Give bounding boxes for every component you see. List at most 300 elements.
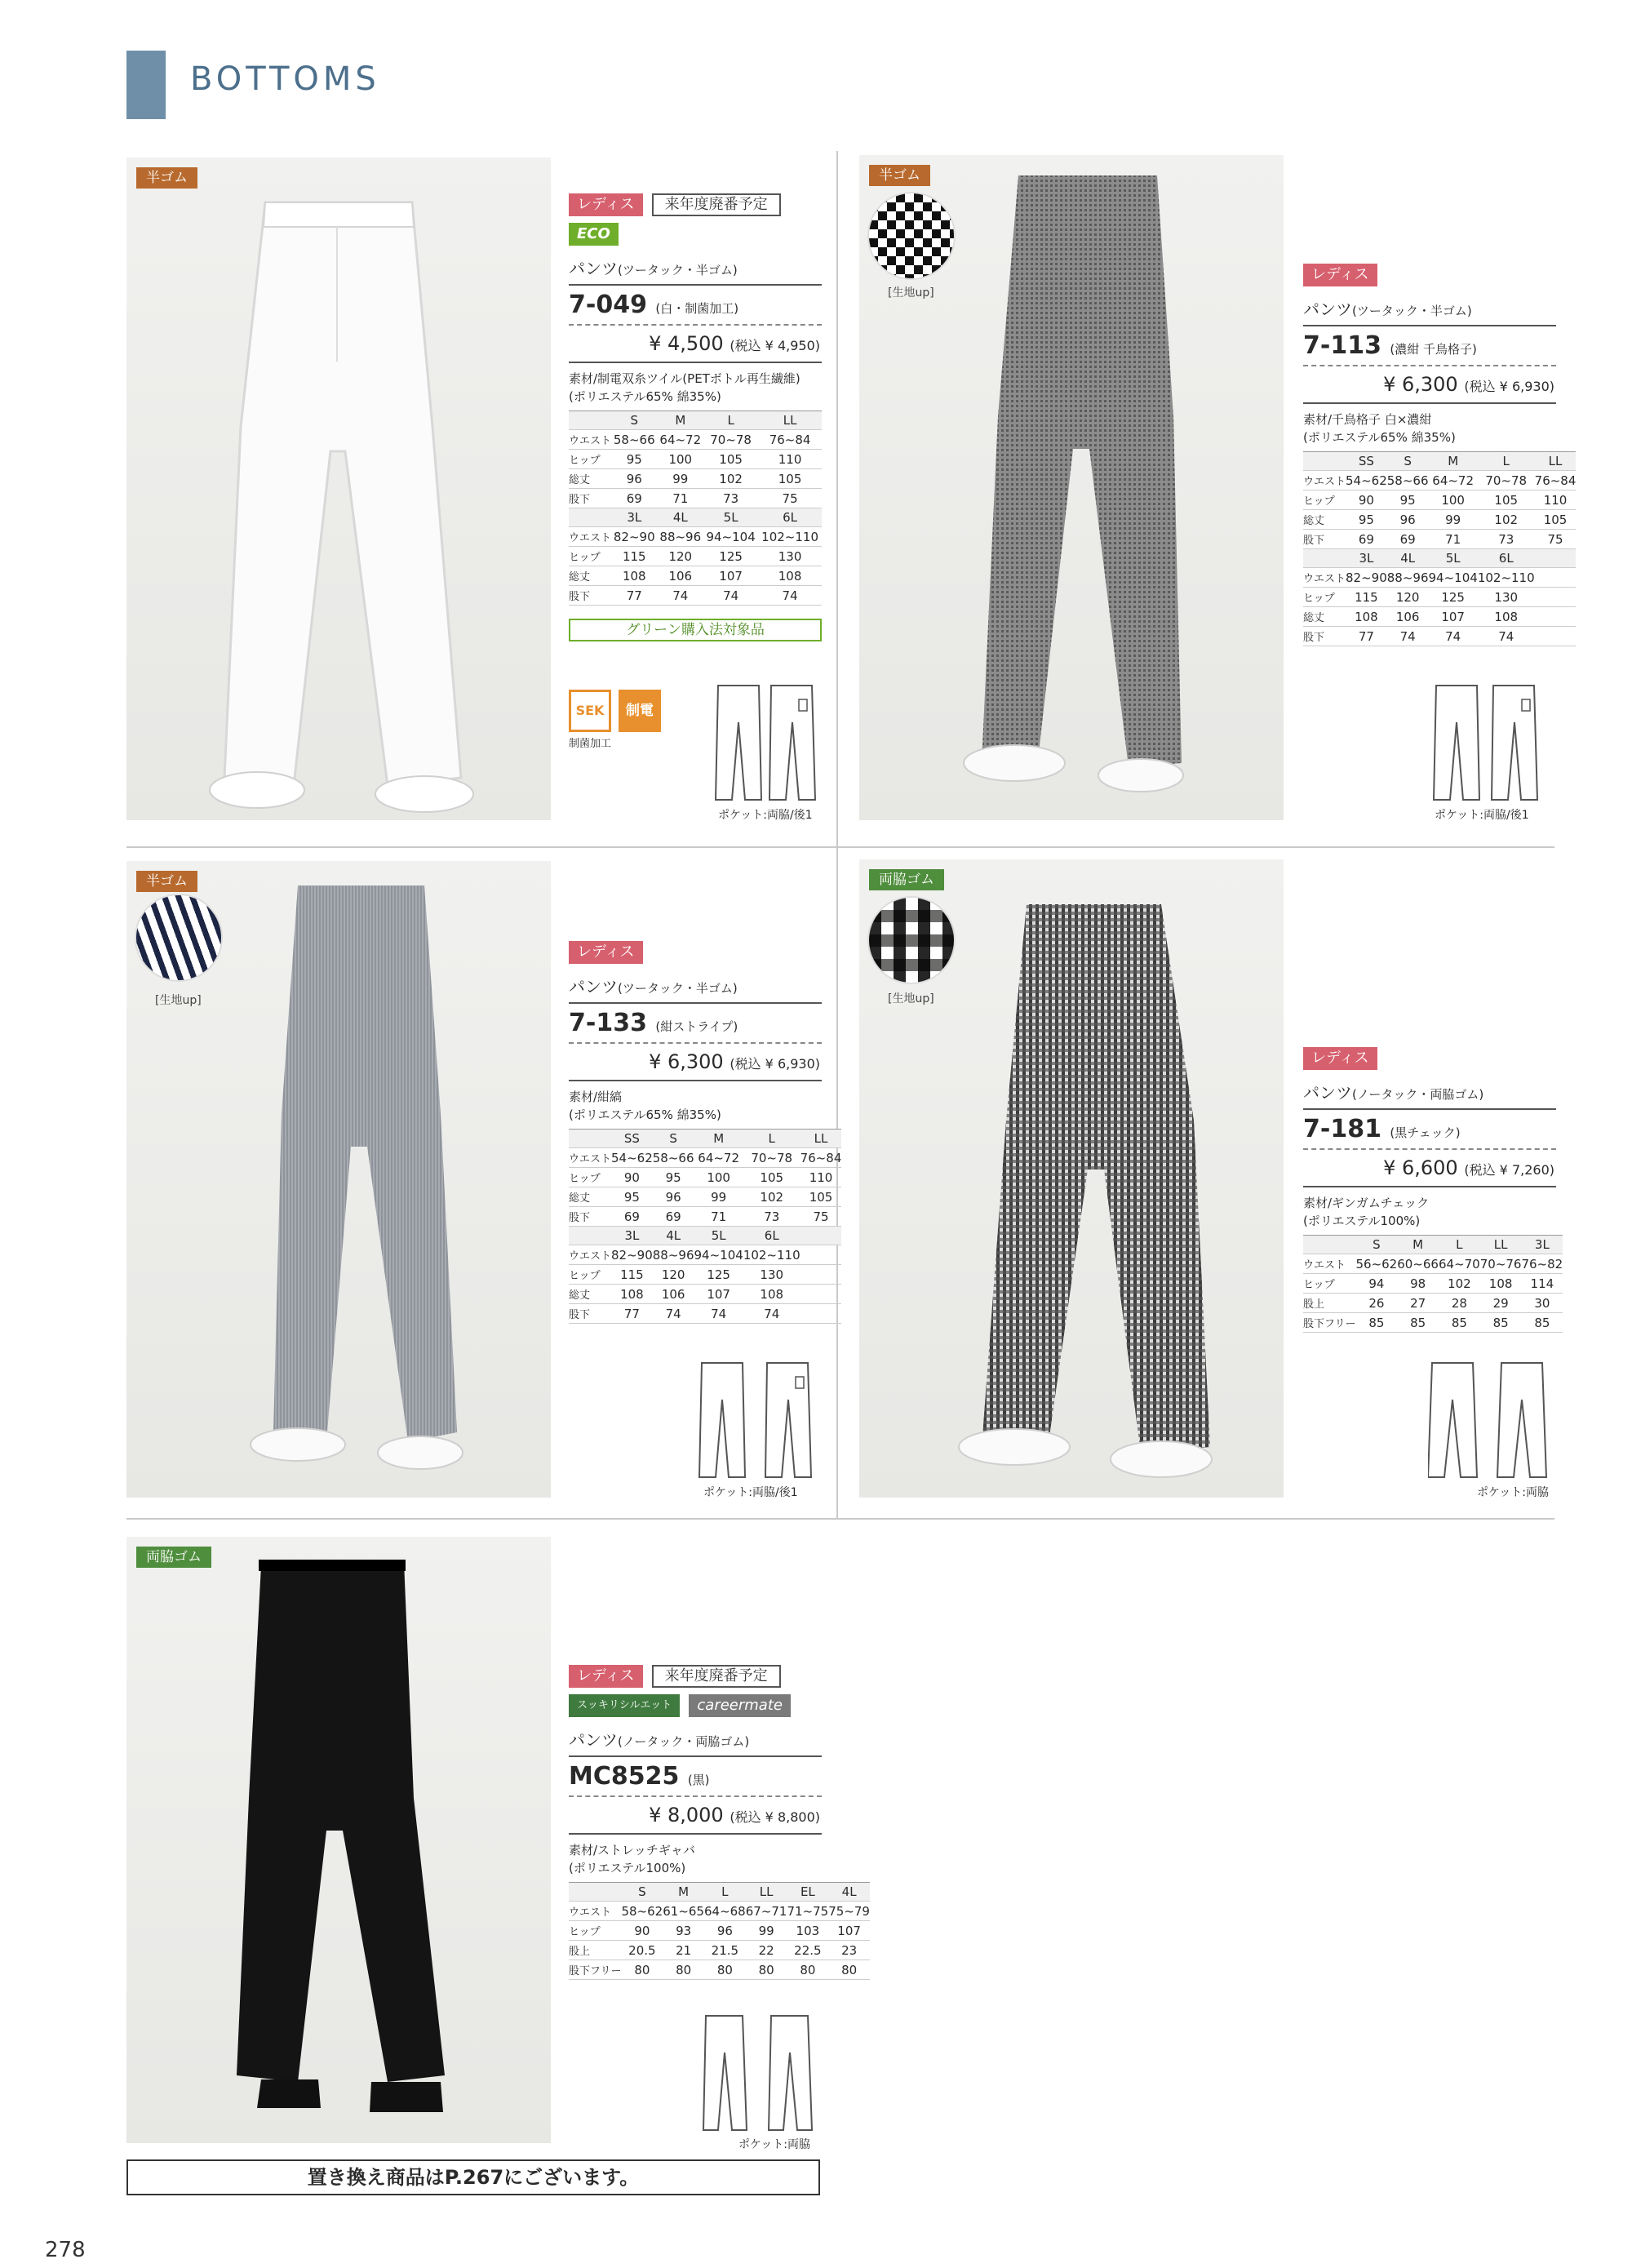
size-cell: 99 [694,1187,743,1207]
size-row [1303,490,1576,510]
size-cell: 80 [787,1960,828,1980]
size-row [1303,471,1576,490]
size-cell: 90 [1346,490,1387,510]
size-header-cell [569,1227,611,1245]
product-price: ¥ 4,500 [649,332,724,355]
size-header-row [1303,452,1576,471]
material-composition: (ポリエステル100%) [1303,1214,1421,1228]
size-cell: 103 [787,1921,828,1941]
size-cell: 94 [1355,1274,1397,1294]
size-cell: ヒップ [569,547,611,566]
size-cell: 102 [703,469,758,489]
product-code: 7-133 [569,1009,647,1037]
size-row [569,1168,841,1187]
size-header-cell [569,1883,621,1902]
product-code-note: (黒) [687,1773,710,1787]
size-cell: 105 [1478,490,1535,510]
ladies-badge: レディス [1303,1047,1377,1070]
product-price: ¥ 8,000 [649,1804,724,1826]
size-cell: 100 [694,1168,743,1187]
size-header-cell [569,411,611,430]
product-name-note: (ノータック・両脇ゴム) [1352,1087,1484,1102]
size-cell: 85 [1397,1313,1439,1333]
size-header-cell: S [611,411,658,430]
size-header-cell: LL [746,1883,787,1902]
product-name: パンツ [569,1730,618,1750]
size-header-cell: L [704,1883,746,1902]
size-cell: 108 [758,566,822,586]
size-header-cell: M [694,1130,743,1148]
size-row [569,1902,870,1921]
product-name-note: (ツータック・半ゴム) [618,263,738,277]
size-row [1303,568,1576,588]
product-price-tax: (税込 ¥ 4,950) [730,338,820,353]
size-cell: 26 [1355,1294,1397,1313]
product-price-tax: (税込 ¥ 6,930) [1464,379,1554,394]
size-cell: 20.5 [621,1941,663,1960]
size-cell: 94~104 [703,527,758,547]
size-cell: 96 [704,1921,746,1941]
size-cell: 総丈 [569,469,611,489]
size-cell: ヒップ [1303,490,1346,510]
product-code-note: (黒チェック) [1390,1125,1461,1140]
size-cell: 75 [758,489,822,508]
ladies-badge: レディス [569,1665,643,1688]
pants-technical-drawing [1428,1359,1550,1481]
size-cell: 106 [653,1285,694,1304]
material-line: 素材/ストレッチギャバ [569,1843,695,1857]
size-cell: ヒップ [1303,1274,1355,1294]
size-table [569,1129,841,1324]
size-header-row [569,508,822,527]
size-cell: 125 [694,1265,743,1285]
size-header-row [569,1130,841,1148]
size-cell: 105 [703,450,758,469]
size-header-cell: 5L [1429,549,1478,568]
size-header-cell [1303,1236,1355,1254]
size-row [1303,1313,1563,1333]
size-cell: ウエスト [1303,568,1346,588]
size-cell: 総丈 [1303,607,1346,627]
size-cell: 102 [1439,1274,1480,1294]
size-header-cell: 4L [1387,549,1429,568]
size-cell: 105 [743,1168,800,1187]
size-cell: 108 [743,1285,800,1304]
size-cell: 108 [1346,607,1387,627]
size-row [1303,588,1576,607]
size-cell: 股下 [569,586,611,606]
size-cell: 75 [1535,530,1577,549]
product-code: 7-113 [1303,331,1381,360]
product-info-7-113 [1303,264,1577,646]
size-row [569,1207,841,1227]
size-row [569,1304,841,1324]
size-cell [800,1245,842,1265]
waist-type-tag: 半ゴム [869,165,930,186]
waist-type-tag: 両脇ゴム [869,869,944,890]
product-info-7-049 [569,193,822,641]
divider [126,1518,1554,1520]
size-header-cell: 3L [1521,1236,1563,1254]
size-row [1303,510,1576,530]
size-cell: 股下 [569,1207,611,1227]
size-cell: 90 [621,1921,663,1941]
size-header-row [1303,549,1576,568]
size-header-cell: 4L [658,508,704,527]
eco-badge: ECO [569,223,619,246]
size-cell: 70~78 [703,430,758,450]
size-header-cell: M [658,411,704,430]
white-pants-illustration [126,158,551,820]
size-cell: 75 [800,1207,842,1227]
pants-technical-drawing [698,1359,820,1481]
size-cell: 115 [611,1265,653,1285]
size-cell: 71 [658,489,704,508]
size-cell: ヒップ [569,450,611,469]
size-cell: 95 [653,1168,694,1187]
size-cell: 74 [758,586,822,606]
size-cell: 股上 [569,1941,621,1960]
size-row [569,489,822,508]
size-cell: 105 [758,469,822,489]
size-cell: 総丈 [569,1285,611,1304]
size-cell: 120 [1387,588,1429,607]
size-row [1303,530,1576,549]
size-row [569,547,822,566]
size-header-cell: LL [800,1130,842,1148]
discontinue-notice-badge: 来年度廃番予定 [652,193,781,216]
size-cell: 110 [758,450,822,469]
size-cell: 股上 [1303,1294,1355,1313]
size-cell: 107 [1429,607,1478,627]
size-cell: ヒップ [569,1265,611,1285]
product-code: 7-181 [1303,1115,1381,1143]
size-cell: 70~76 [1480,1254,1522,1274]
size-row [569,430,822,450]
size-cell: 95 [1346,510,1387,530]
size-cell: 58~66 [653,1148,694,1168]
size-header-cell [1535,549,1577,568]
header-accent-bar [126,51,166,119]
size-header-cell: EL [787,1883,828,1902]
product-info-7-181 [1303,1047,1563,1333]
size-cell: ヒップ [569,1168,611,1187]
replacement-note: 置き換え商品はP.267にございます。 [126,2159,820,2195]
size-cell: 80 [663,1960,704,1980]
size-cell: 69 [611,1207,653,1227]
size-cell: 125 [1429,588,1478,607]
size-cell: 69 [1387,530,1429,549]
product-price-tax: (税込 ¥ 7,260) [1464,1162,1554,1178]
size-cell: 77 [611,586,658,606]
size-header-cell [800,1227,842,1245]
size-cell: 74 [1387,627,1429,646]
slim-silhouette-badge: スッキリシルエット [569,1694,680,1717]
size-row [569,1148,841,1168]
size-cell: ヒップ [569,1921,621,1941]
size-cell: 64~72 [1429,471,1478,490]
size-header-cell: L [703,411,758,430]
size-cell: 総丈 [1303,510,1346,530]
size-cell: 71~75 [787,1902,828,1921]
size-header-cell: S [653,1130,694,1148]
size-cell: 29 [1480,1294,1522,1313]
size-row [1303,627,1576,646]
size-cell: 99 [746,1921,787,1941]
size-cell: 75~79 [828,1902,870,1921]
pants-technical-drawing [1432,681,1546,804]
size-header-cell: LL [1535,452,1577,471]
size-cell: 106 [658,566,704,586]
size-row [569,1187,841,1207]
size-row [569,1941,870,1960]
size-cell: 80 [746,1960,787,1980]
size-cell: 74 [694,1304,743,1324]
size-cell: 125 [703,547,758,566]
size-cell: ウエスト [569,527,611,547]
material-composition: (ポリエステル65% 綿35%) [569,1107,721,1122]
size-cell: 74 [703,586,758,606]
product-price: ¥ 6,300 [649,1050,724,1073]
discontinue-notice-badge: 来年度廃番予定 [652,1665,781,1688]
size-cell: 21.5 [704,1941,746,1960]
product-photo-7-113 [859,155,1284,820]
size-cell: 76~82 [1521,1254,1563,1274]
size-cell: 110 [1535,490,1577,510]
size-header-cell: S [1387,452,1429,471]
material-line: 素材/ギンガムチェック [1303,1196,1430,1210]
size-cell: 105 [1535,510,1577,530]
size-cell: 82~90 [1346,568,1387,588]
size-cell: 85 [1355,1313,1397,1333]
size-header-cell [569,508,611,527]
size-cell: 107 [694,1285,743,1304]
product-name: パンツ [1303,300,1352,319]
waist-type-tag: 両脇ゴム [136,1547,211,1568]
pocket-info: ポケット:両脇 [1477,1486,1550,1499]
size-header-cell: S [1355,1236,1397,1254]
size-cell [1535,588,1577,607]
pocket-info: ポケット:両脇/後1 [703,1486,798,1499]
size-cell: 77 [611,1304,653,1324]
size-cell: 58~66 [611,430,658,450]
product-name-note: (ツータック・半ゴム) [1352,304,1472,318]
size-cell: 64~68 [704,1902,746,1921]
material-composition: (ポリエステル65% 綿35%) [569,389,721,404]
size-cell [1535,607,1577,627]
material-line: 素材/制電双糸ツイル(PETボトル再生繊維) [569,371,800,386]
size-cell: 76~84 [1535,471,1577,490]
size-header-cell [1303,549,1346,568]
size-cell: 95 [611,1187,653,1207]
size-row [569,469,822,489]
size-cell: 108 [611,566,658,586]
pocket-info: ポケット:両脇 [738,2138,811,2151]
size-header-cell: 3L [611,1227,653,1245]
size-row [569,1921,870,1941]
size-header-cell: 5L [694,1227,743,1245]
product-code-note: (白・制菌加工) [655,301,739,316]
size-cell: 108 [611,1285,653,1304]
product-price: ¥ 6,300 [1383,373,1458,396]
waist-type-tag: 半ゴム [136,871,197,892]
size-header-cell [569,1130,611,1148]
size-cell: 28 [1439,1294,1480,1313]
size-cell: 82~90 [611,527,658,547]
size-cell: 74 [1478,627,1535,646]
size-cell: 130 [1478,588,1535,607]
green-purchasing-note: グリーン購入法対象品 [569,619,822,641]
swatch-caption: [生地up] [888,286,934,300]
size-cell: 93 [663,1921,704,1941]
size-cell: 54~62 [1346,471,1387,490]
size-cell: 74 [1429,627,1478,646]
size-table [1303,1235,1563,1333]
size-cell: 108 [1478,607,1535,627]
product-price-tax: (税込 ¥ 8,800) [730,1809,820,1825]
size-header-cell: SS [1346,452,1387,471]
size-cell: 69 [1346,530,1387,549]
size-row [569,1960,870,1980]
size-header-cell: 6L [758,508,822,527]
size-header-cell: 4L [653,1227,694,1245]
size-cell: 108 [1480,1274,1522,1294]
product-code: 7-049 [569,291,647,319]
size-header-cell: S [621,1883,663,1902]
size-cell: 96 [1387,510,1429,530]
swatch-caption: [生地up] [888,992,934,1005]
size-cell: 90 [611,1168,653,1187]
product-name: パンツ [1303,1083,1352,1103]
size-cell: 21 [663,1941,704,1960]
size-cell: ウエスト [569,1245,611,1265]
size-cell [800,1304,842,1324]
size-cell: 99 [1429,510,1478,530]
size-cell: 102~110 [758,527,822,547]
size-cell: 82~90 [611,1245,653,1265]
size-cell: 22.5 [787,1941,828,1960]
sek-mark-icon: SEK [569,690,611,732]
size-cell: 76~84 [758,430,822,450]
size-cell: 100 [658,450,704,469]
size-cell: 69 [611,489,658,508]
size-cell: 106 [1387,607,1429,627]
pocket-info: ポケット:両脇/後1 [1435,809,1529,822]
size-cell: 22 [746,1941,787,1960]
size-cell: 70~78 [743,1148,800,1168]
size-cell: 23 [828,1941,870,1960]
size-header-cell: 6L [1478,549,1535,568]
size-cell: 102 [1478,510,1535,530]
size-cell: 股下 [569,489,611,508]
size-cell: 64~70 [1439,1254,1480,1274]
size-cell: 99 [658,469,704,489]
size-header-cell: SS [611,1130,653,1148]
size-row [569,1245,841,1265]
product-photo-7-133 [126,861,551,1498]
product-name-note: (ツータック・半ゴム) [618,981,738,996]
size-cell: 股下フリー [1303,1313,1355,1333]
material-line: 素材/紺縞 [569,1090,623,1104]
pants-technical-drawing [714,681,820,804]
size-row [569,527,822,547]
size-header-cell: 6L [743,1227,800,1245]
size-cell: 58~62 [621,1902,663,1921]
waist-type-tag: 半ゴム [136,167,197,189]
size-cell: 94~104 [694,1245,743,1265]
product-code-note: (濃紺 千鳥格子) [1390,342,1477,357]
size-header-cell: M [663,1883,704,1902]
size-cell: 115 [611,547,658,566]
size-cell: 69 [653,1207,694,1227]
size-cell [1535,627,1577,646]
size-header-cell: 3L [611,508,658,527]
size-cell: 120 [658,547,704,566]
size-header-cell: M [1429,452,1478,471]
size-cell: ヒップ [1303,588,1346,607]
size-cell: 107 [828,1921,870,1941]
size-cell: 71 [1429,530,1478,549]
divider [126,846,1554,848]
size-header-cell: L [1478,452,1535,471]
fabric-swatch-gingham [867,896,956,984]
product-photo-mc8525 [126,1537,551,2143]
size-cell: 95 [1387,490,1429,510]
size-header-cell: LL [758,411,822,430]
size-cell: 100 [1429,490,1478,510]
size-cell [800,1285,842,1304]
size-cell: 110 [800,1168,842,1187]
size-cell: 61~65 [663,1902,704,1921]
ladies-badge: レディス [1303,264,1377,286]
size-cell: 80 [828,1960,870,1980]
product-name: パンツ [569,977,618,996]
size-cell: 80 [621,1960,663,1980]
product-info-mc8525 [569,1665,870,1980]
size-cell: 85 [1480,1313,1522,1333]
size-cell: 102~110 [743,1245,800,1265]
size-header-row [569,411,822,430]
size-row [569,566,822,586]
size-cell: 27 [1397,1294,1439,1313]
size-cell: 71 [694,1207,743,1227]
size-cell: 95 [611,450,658,469]
product-price-tax: (税込 ¥ 6,930) [730,1056,820,1072]
size-cell: ウエスト [569,1902,621,1921]
size-cell: 総丈 [569,566,611,586]
page-title: BOTTOMS [190,60,380,98]
size-cell: 98 [1397,1274,1439,1294]
product-photo-7-181 [859,859,1284,1498]
size-cell: 96 [653,1187,694,1207]
size-table [569,411,822,606]
size-cell: 88~96 [1387,568,1429,588]
size-cell: 102~110 [1478,568,1535,588]
size-cell: 94~104 [1429,568,1478,588]
antistatic-mark-icon: 制電 [619,690,661,732]
size-cell: 73 [703,489,758,508]
product-name: パンツ [569,259,618,278]
size-cell: 73 [1478,530,1535,549]
size-cell: 107 [703,566,758,586]
page-number: 278 [45,2238,86,2262]
pocket-info: ポケット:両脇/後1 [718,809,813,822]
size-cell: 105 [800,1187,842,1207]
size-cell: 80 [704,1960,746,1980]
size-cell: 74 [658,586,704,606]
size-cell: 股下 [569,1304,611,1324]
size-cell: 60~66 [1397,1254,1439,1274]
